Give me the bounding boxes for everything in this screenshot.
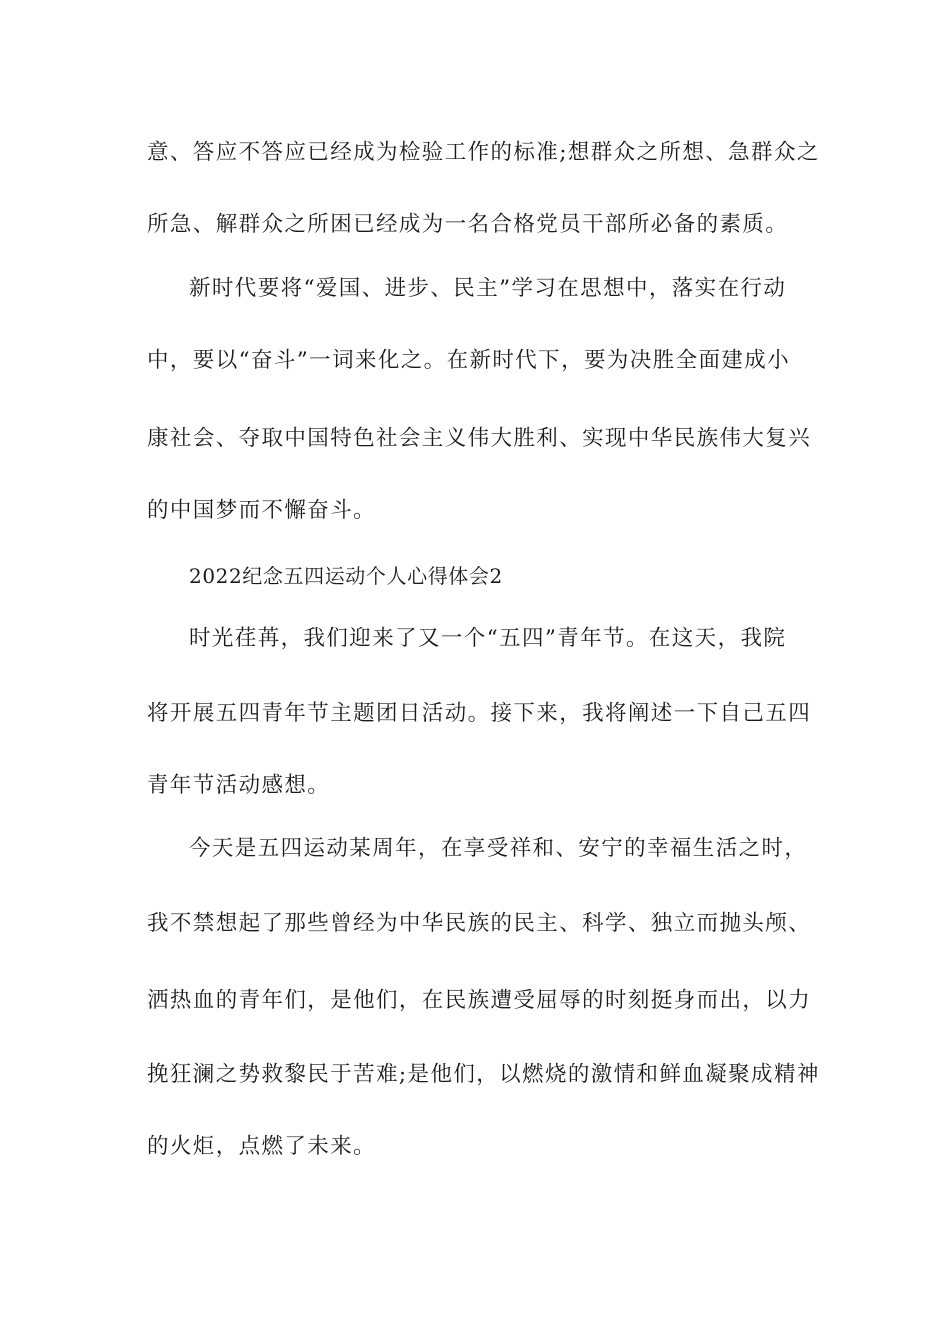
paragraph-line: 意、答应不答应已经成为检验工作的标准;想群众之所想、急群众之 — [147, 140, 820, 165]
paragraph-line: 新时代要将“爱国、进步、民主”学习在思想中，落实在行动 — [189, 276, 787, 301]
paragraph-line: 时光荏苒，我们迎来了又一个“五四”青年节。在这天，我院 — [189, 626, 787, 651]
paragraph-line: 康社会、夺取中国特色社会主义伟大胜利、实现中华民族伟大复兴 — [147, 426, 812, 451]
paragraph-line: 挽狂澜之势救黎民于苦难;是他们，以燃烧的激情和鲜血凝聚成精神 — [147, 1062, 820, 1087]
paragraph-line: 的中国梦而不懈奋斗。 — [147, 498, 377, 523]
paragraph-line: 洒热血的青年们，是他们，在民族遭受屈辱的时刻挺身而出，以力 — [147, 988, 812, 1013]
paragraph-line: 今天是五四运动某周年，在享受祥和、安宁的幸福生活之时， — [189, 836, 808, 861]
paragraph-line: 中，要以“奋斗”一词来化之。在新时代下，要为决胜全面建成小 — [147, 348, 791, 373]
paragraph-line: 所急、解群众之所困已经成为一名合格党员干部所必备的素质。 — [147, 212, 789, 237]
paragraph-line: 的火炬，点燃了未来。 — [147, 1134, 377, 1159]
paragraph-line: 青年节活动感想。 — [147, 773, 331, 798]
paragraph-line: 将开展五四青年节主题团日活动。接下来，我将阐述一下自己五四 — [147, 701, 812, 726]
paragraph-line: 我不禁想起了那些曾经为中华民族的民主、科学、独立而抛头颅、 — [147, 911, 812, 936]
section-heading: 2022纪念五四运动个人心得体会2 — [189, 564, 503, 588]
